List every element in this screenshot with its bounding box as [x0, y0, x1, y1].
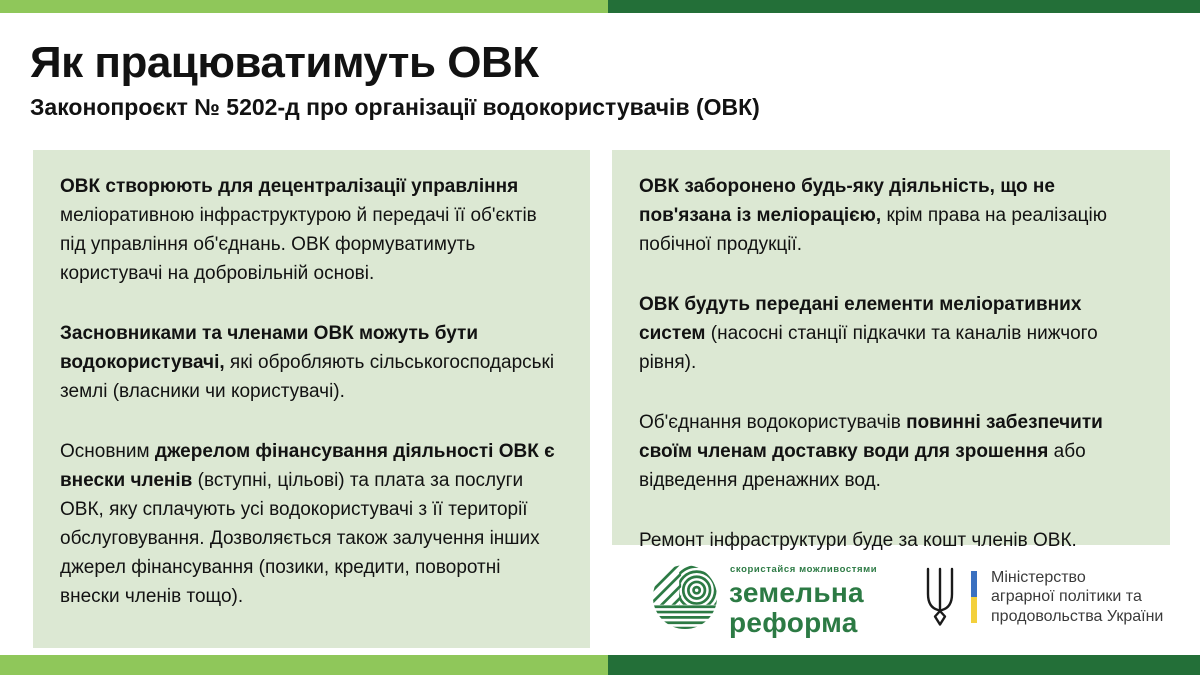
- bottom-accent-strip: [0, 655, 1200, 675]
- text-segment: (вступні, цільові) та плата за послуги ОВК, яку сплачують усі водокористувачі з її території обслуговування. Дозволяється також залучення інших джерел фінансування (позики, кредити, поворотні внески членів тощо).: [60, 470, 540, 607]
- land-reform-wordmark: [729, 562, 877, 638]
- text-segment: які обробляють сільськогосподарські землі (власники чи користувачі).: [60, 352, 555, 402]
- header: [30, 38, 760, 121]
- land-reform-logo: [651, 562, 877, 638]
- text-segment: ОВК будуть передані елементи меліоративних систем: [639, 294, 1082, 344]
- text-segment: ОВК заборонено будь-яку діяльність, що не пов'язана із меліорацією,: [639, 176, 1055, 226]
- top-accent-strip: [0, 0, 1200, 13]
- land-reform-fingerprint-icon: [651, 562, 719, 632]
- text-segment: крім права на реалізацію побічної продукції.: [639, 205, 1108, 255]
- ministry-name-line1: Міністерство: [991, 568, 1086, 586]
- paragraph-ovk-creation: [60, 172, 563, 288]
- right-info-box: [612, 150, 1170, 551]
- text-segment: (насосні станції підкачки та каналів нижчого рівня).: [639, 323, 1098, 373]
- text-segment: джерелом фінансування діяльності ОВК є внески членів: [60, 441, 555, 491]
- text-segment: або відведення дренажних вод.: [639, 441, 1086, 491]
- paragraph-repairs: [639, 526, 1143, 555]
- page-subtitle: Законопроєкт № 5202-д про організації водокористувачів (ОВК): [30, 94, 760, 120]
- paragraph-founders: [60, 319, 563, 406]
- text-segment: меліоративною інфраструктурою й передачі її об'єктів під управління об'єднань. ОВК формуватимуть користувачі на добровільній основі.: [60, 205, 537, 284]
- text-segment: ОВК створюють для децентралізації управління: [60, 176, 519, 197]
- paragraph-water-delivery: [639, 408, 1143, 495]
- paragraph-financing: [60, 437, 563, 611]
- text-segment: Основним: [60, 441, 155, 462]
- ministry-name-line2: аграрної політики та: [991, 588, 1142, 606]
- bottom-strip-dark-segment: [608, 655, 1200, 675]
- ministry-logo: [921, 566, 1163, 628]
- ministry-name: [991, 568, 1163, 627]
- left-info-box: [33, 150, 590, 648]
- top-strip-dark-segment: [608, 0, 1200, 13]
- text-segment: Засновниками та членами ОВК можуть бути водокористувачі,: [60, 323, 479, 373]
- paragraph-prohibited-activity: [639, 172, 1143, 259]
- land-reform-name-line2: реформа: [729, 607, 858, 638]
- land-reform-name-line1: земельна: [729, 577, 864, 608]
- text-segment: Об'єднання водокористувачів: [639, 412, 907, 433]
- ministry-name-line3: продовольства України: [991, 607, 1164, 625]
- text-segment: повинні забезпечити своїм членам доставку води для зрошення: [639, 412, 1103, 462]
- top-strip-light-segment: [0, 0, 608, 13]
- paragraph-transferred-elements: [639, 290, 1143, 377]
- text-segment: Ремонт інфраструктури буде за кошт членів ОВК.: [639, 530, 1077, 551]
- page-title: Як працюватимуть ОВК: [30, 38, 539, 87]
- bottom-strip-light-segment: [0, 655, 608, 675]
- land-reform-tagline: скористайся можливостями: [730, 564, 878, 575]
- trident-icon: [921, 566, 959, 628]
- flag-color-bar: [971, 571, 977, 623]
